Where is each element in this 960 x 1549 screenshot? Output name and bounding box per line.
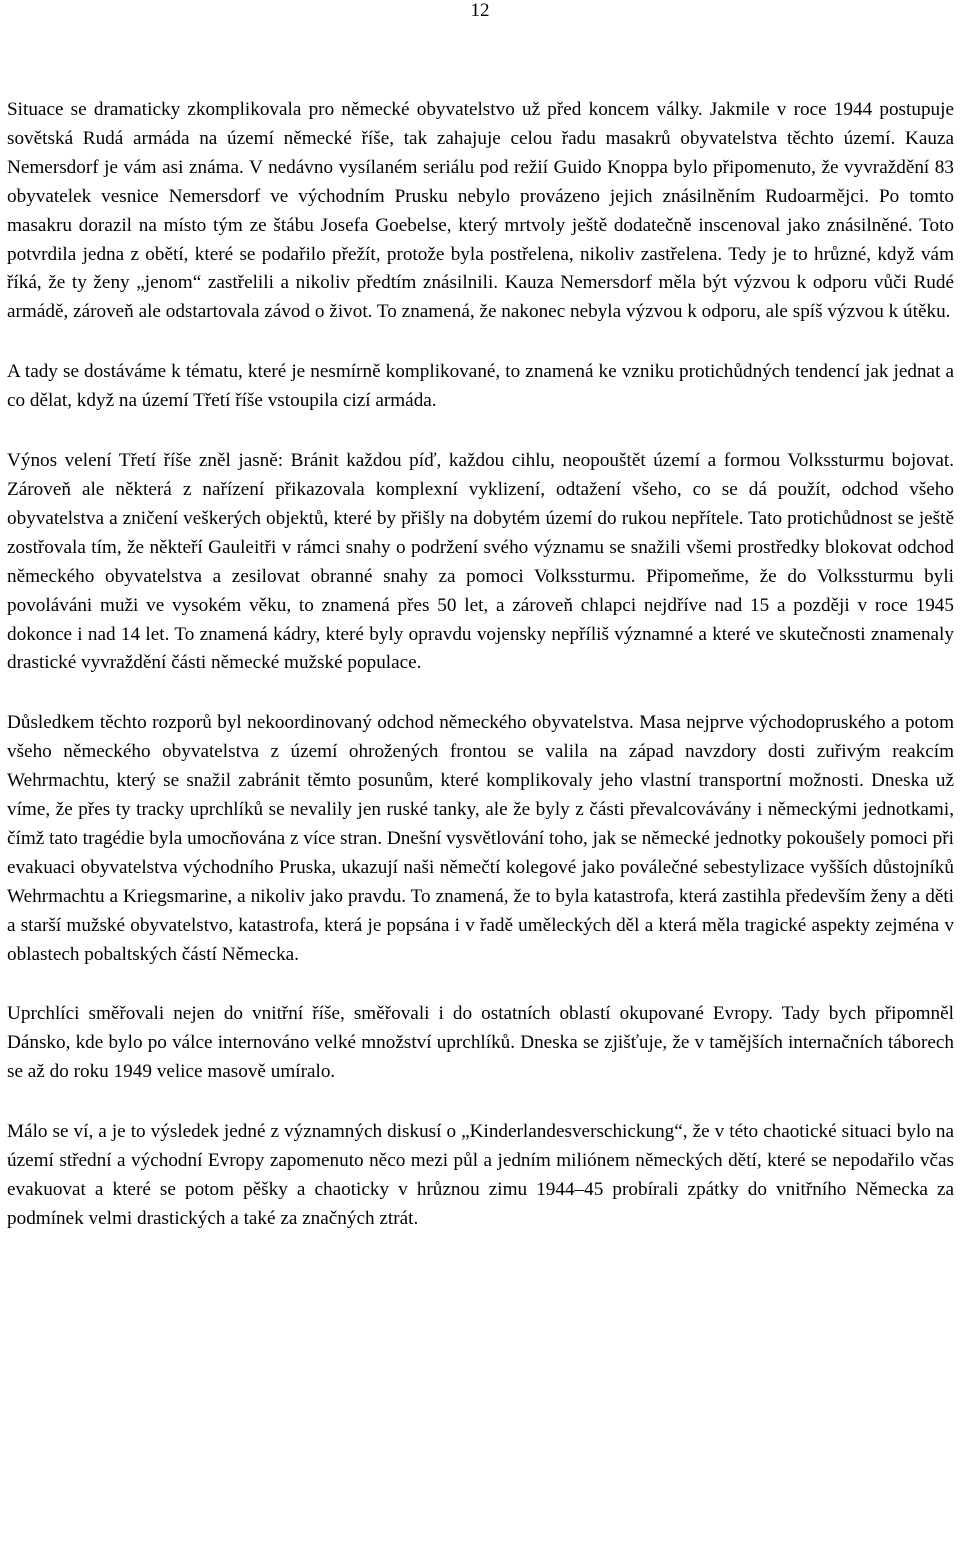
text-segment: Masa nejprve východopruského a potom všeho německého obyvatelstva z území ohrožených frontou se valila na západ navzdory dosti zuřivým reakcím Wehrmachtu, který se snažil zabránit těmto posunům, které komplikovaly jeho vlastní transportní možnosti. <box>7 712 955 792</box>
text-segment: Tady bych připomněl Dánsko, kde bylo po válce internováno velké množství uprchlíků. <box>7 1003 955 1054</box>
paragraph-6 <box>7 1118 954 1234</box>
text-segment: Po tomto masakru dorazil na místo tým ze štábu Josefa Goebelse, který mrtvoly ještě dodatečně inscenoval jako znásilněné. <box>7 185 954 236</box>
page-number: 12 <box>470 0 490 21</box>
text-segment: Výnos velení Třetí říše zněl jasně: Bránit každou píď, každou cihlu, neopouštět území a formou Volkssturmu bojovat. <box>7 450 954 472</box>
text-segment: Důsledkem těchto rozporů byl nekoordinovaný odchod německého obyvatelstva. <box>7 712 640 734</box>
text-segment: Situace se dramaticky zkomplikovala pro německé obyvatelstvo už před koncem války. Jakmile v roce 1944 postupuje sovětská Rudá armáda na území německé říše, tak zahajuje celou řadu masakrů obyvatelstva těchto území. <box>7 99 954 149</box>
text-segment: Tedy je to hrůzné, když vám říká, že ty ženy „jenom“ zastřelili a nikoliv předtím znásilnili. <box>7 243 954 294</box>
paragraph-4 <box>7 709 954 969</box>
text-segment: Kauza Nemersdorf měla být výzvou k odporu vůči Rudé armádě, zároveň ale odstartovala závod o život. To znamená, že nakonec nebyla výzvou k odporu, ale spíš výzvou k útěku. <box>7 272 955 323</box>
text-segment: Uprchlíci směřovali nejen do vnitřní říše, směřovali i do ostatních oblastí okupované Evropy. <box>7 1003 782 1025</box>
document-body <box>7 96 954 1265</box>
text-segment: Dneska se zjišťuje, že v tamějších internačních táborech se až do roku 1949 velice masově umíralo. <box>7 1032 954 1083</box>
text-segment: Dnešní vysvětlování toho, jak se německé jednotky pokoušely pomoci při evakuaci obyvatelstva východního Pruska, ukazují naši němečtí kolegové jako poválečné sebestylizace vyšších důstojníků Wehrmachtu a Kriegsmarine, a nikoliv jako pravdu. <box>7 827 954 907</box>
text-segment: To znamená kádry, které byly opravdu vojensky nepříliš významné a které ve skutečnosti znamenaly drastické vyvraždění části německé mužské populace. <box>7 623 954 674</box>
text-segment: Připomeňme, že do Volkssturmu byli povoláváni muži ve vysokém věku, to znamená přes 50 let, a zároveň chlapci nejdříve nad 15 a později v roce 1945 dokonce i nad 14 let. <box>7 565 954 645</box>
paragraph-3 <box>7 447 954 678</box>
text-segment: Kauza Nemersdorf je vám asi známa. V nedávno vysílaném seriálu pod režií Guido Knoppa bylo připomenuto, že vyvraždění 83 obyvatelek vesnice Nemersdorf ve východním Prusku nebylo provázeno jejich znásilněním Rudoarmějci. <box>7 127 954 207</box>
text-segment: A tady se dostáváme k tématu, které je nesmírně komplikované, to znamená ke vzniku protichůdných tendencí jak jednat a co dělat, když na území Třetí říše vstoupila cizí armáda. <box>7 361 954 412</box>
text-segment: Zároveň ale některá z nařízení přikazovala komplexní vyklizení, odtažení všeho, co se dá použít, odchod všeho obyvatelstva a zničení veškerých objektů, které by přišly na dobytém území do rukou nepřítele. <box>7 478 954 529</box>
text-segment: Tato protichůdnost se ještě zostřovala tím, že někteří Gauleitři v rámci snahy o podržení svého významu se snažili všemi prostředky blokovat odchod německého obyvatelstva a zesilovat obranné snahy za pomoci Volkssturmu. <box>7 507 954 587</box>
paragraph-1 <box>7 96 954 327</box>
text-segment: Toto potvrdila jedna z obětí, které se podařilo přežít, protože byla postřelena, nikoliv zastřelena. <box>7 214 954 265</box>
text-segment: Málo se ví, a je to výsledek jedné z významných diskusí o „Kinderlandesverschickung“, že v této chaotické situaci bylo na území střední a východní Evropy zapomenuto něco mezi půl a jedním miliónem německých dětí, které se nepodařilo včas evakuovat a které se potom pěšky a chaoticky v hrůznou zimu 1944–45 probírali zpátky do vnitřního Německa za podmínek velmi drastických a také za značných ztrát. <box>7 1121 954 1229</box>
text-segment: To znamená, že to byla katastrofa, která zastihla především ženy a děti a starší mužské obyvatelstvo, katastrofa, která je popsána i v řadě uměleckých děl a která měla tragické aspekty zejména v oblastech pobaltských částí Německa. <box>7 885 955 965</box>
paragraph-5 <box>7 1000 954 1087</box>
paragraph-2 <box>7 358 954 416</box>
text-segment: Dneska už víme, že přes ty tracky uprchlíků se nevalily jen ruské tanky, ale že byly z části převalcovávány i německými jednotkami, čímž tato tragédie byla umocňována z více stran. <box>7 770 954 849</box>
